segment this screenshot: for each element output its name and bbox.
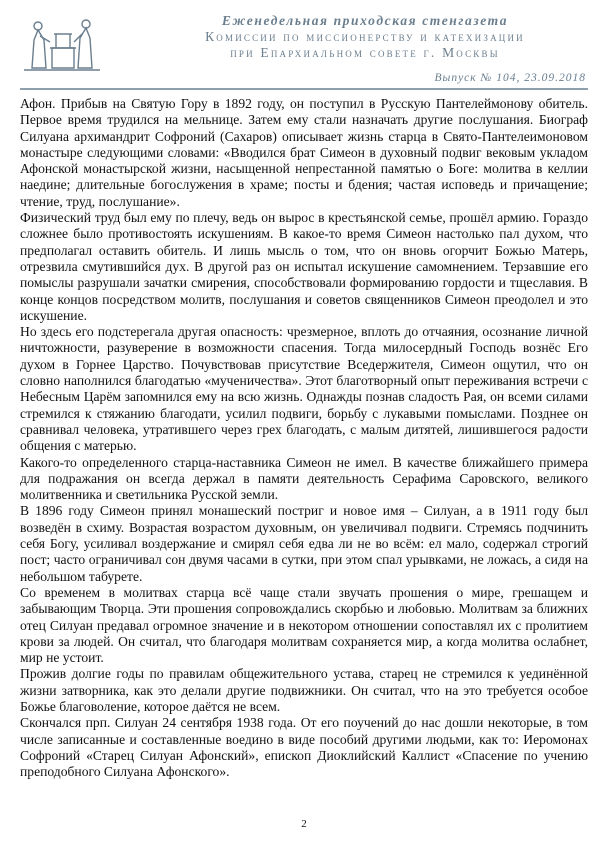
page-number: 2 xyxy=(301,818,307,830)
article-body xyxy=(20,96,588,780)
paragraph: Афон. Прибыв на Святую Гору в 1892 году, он поступил в Русскую Пантелеймонову обитель. Первое время трудился на мельнице. Затем ему стали назначать другие послушания. Биограф Силуана архимандрит Софроний (Сахаров) описывает жизнь старца в Свято-Пантелеимоновом монастыре следующими словами: «Вводился брат Симеон в духовный подвиг вековым укладом Афонской монастырской жизни, насыщенной непрестанной памятью о Боге: молитва в келлии наедине; длительные богослужения в храме; посты и бдения; частая исповедь и причащение; чтение, труд, послушание». xyxy=(20,96,588,209)
paragraph: Скончался прп. Силуан 24 сентября 1938 года. От его поучений до нас дошли некоторые, в том числе записанные и составленные воедино в виде пособий другими людьми, как то: Иеромонах Софроний «Старец Силуан Афонский», епископ Диоклийский Каллист «Спасение по учению преподобного Силуана Афонского». xyxy=(20,715,588,780)
paragraph: Прожив долгие годы по правилам общежительного устава, старец не стремился к уединённой жизни затворника, как это делали другие подвижники. Он считал, что на это требуется особое Божье благоволение, которое даётся не всем. xyxy=(20,666,588,714)
header-divider xyxy=(20,88,588,90)
masthead-title-line2: при Епархиальном совете г. Москвы xyxy=(230,45,500,60)
masthead-subtitle: Еженедельная приходская стенгазета xyxy=(221,13,509,28)
paragraph: Со временем в молитвах старца всё чаще стали звучать прошения о мире, грешащем и забывающим Творца. Эти прошения сопровождались скорбью и любовью. Молитвам за ближних отец Силуан предавал огромное значение и в некотором отношении сопоставлял их с пролитием крови за людей. Он считал, что благодаря молитвам сохраняется мир, а когда молитва ослабнет, мир не устоит. xyxy=(20,584,588,666)
masthead-logo xyxy=(22,12,102,76)
paragraph: Но здесь его подстерегала другая опасность: чрезмерное, вплоть до отчаяния, осознание личной ничтожности, разуверение в возможности спасения. Тогда милосердный Господь вознёс Его духом в Горнее Царство. Почувствовав присутствие Вседержителя, Симеон ощутил, что он словно наполнился благодатью «мученичества». Этот благотворный опыт переживания встречи с Небесным Царём запомнился ему на всю жизнь. Однажды познав сладость Рая, он всеми силами стремился к стяжанию благодати, усилил подвиги, борьбу с лукавыми помыслами. Позднее он сравнивал человека, утратившего через грех благодать, с малым дитятей, лишившегося радости общения с матерью. xyxy=(20,324,588,454)
masthead xyxy=(20,10,588,90)
masthead-title-line1: Комиссии по миссионерству и катехизации xyxy=(205,29,525,44)
issue-info: Выпуск № 104, 23.09.2018 xyxy=(434,72,586,84)
paragraph: Физический труд был ему по плечу, ведь он вырос в крестьянской семье, прошёл армию. Гораздо сложнее было противостоять искушениям. В какое-то время Симеон настолько пал духом, что предполагал оставить обитель. И лишь мысль о том, что он вновь огорчит Божью Матерь, отрезвила смутившийся дух. В другой раз он испытал искушение самомнением. Терзавшие его помыслы разрушали зачатки смирения, способствовали формированию гордости и тщеславия. В конце концов посредством молитв, послушания и советов священников Симеон преодолел и это искушение. xyxy=(20,210,588,323)
paragraph: Какого-то определенного старца-наставника Симеон не имел. В качестве ближайшего примера для подражания он всегда держал в памяти деятельность Серафима Саровского, великого молитвенника и светильника Русской земли. xyxy=(20,454,588,503)
paragraph: В 1896 году Симеон принял монашеский постриг и новое имя – Силуан, а в 1911 году был возведён в схиму. Возрастая возрастом духовным, он увеличивал подвиги. Стремясь подчинить себя Богу, усиливал воздержание и смирял себя едва ли не во всём: ел мало, содержал строгий пост; часто ограничивал сон двумя часами в сутки, при этом спал урывками, не ложась, а сидя на небольшом табурете. xyxy=(20,503,588,584)
masthead-text xyxy=(145,10,585,61)
